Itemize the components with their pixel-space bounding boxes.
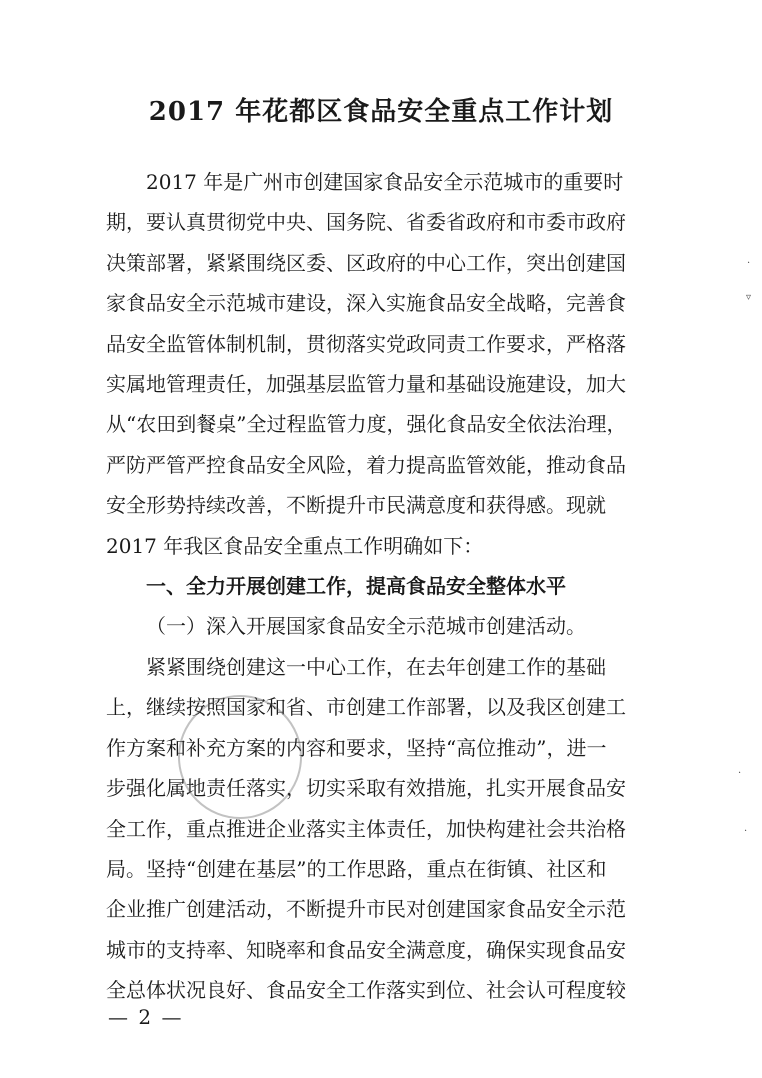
paragraph-line: 紧紧围绕创建这一中心工作，在去年创建工作的基础 [146, 654, 606, 679]
paragraph-line: 2017 年我区食品安全重点工作明确如下： [106, 533, 484, 558]
paragraph-line: 上，继续按照国家和省、市创建工作部署，以及我区创建工 [106, 695, 626, 720]
paragraph-line: 城市的支持率、知晓率和食品安全满意度，确保实现食品安 [106, 937, 626, 962]
paragraph-line: 品安全监管体制机制，贯彻落实党政同责工作要求，严格落 [106, 331, 626, 356]
paragraph-line: 期，要认真贯彻党中央、国务院、省委省政府和市委市政府 [106, 210, 626, 235]
paragraph-line: 严防严管严控食品安全风险，着力提高监管效能，推动食品 [106, 452, 626, 477]
paragraph-line: 全总体状况良好、食品安全工作落实到位、社会认可程度较 [106, 978, 626, 1003]
page-number: — 2 — [108, 1005, 184, 1029]
paragraph-line: 安全形势持续改善，不断提升市民满意度和获得感。现就 [106, 493, 606, 518]
paragraph-line: 步强化属地责任落实，切实采取有效措施，扎实开展食品安 [106, 776, 626, 801]
paragraph-line: 决策部署，紧紧围绕区委、区政府的中心工作，突出创建国 [106, 250, 626, 275]
seal-stamp [178, 695, 302, 819]
paragraph-line: 全工作，重点推进企业落实主体责任，加快构建社会共治格 [106, 816, 626, 841]
paragraph-line: 从“农田到餐桌”全过程监管力度，强化食品安全依法治理， [106, 412, 627, 437]
document-page: 2017 年花都区食品安全重点工作计划 2017 年是广州市创建国家食品安全示范城市的重要时 期，要认真贯彻党中央、国务院、省委省政府和市委市政府 决策部署，紧紧围绕区委、区政府的中心工作，突出创建国 家食品安全示范城市建设，深入实施食品安全战略，完善食 品安全监管体制机制，贯彻落实党政同责工作要求，严格落 实属地管理责任，加强基层监管力量和基础设施建设，加大 从“农田到餐桌”全过程监管力度，强化食品安全依法治理， 严防严管严控食品安全风险，着力提高监管效能，推动食品 安全形势持续改善，不断提升市民满意度和获得感。现就 2017 年我区食品安全重点工作明确如下： 一、全力开展创建工作，提高食品安全整体水平 （一）深入开展国家食品安全示范城市创建活动。 紧紧围绕创建这一中心工作，在去年创建工作的基础 上，继续按照国家和省、市创建工作部署，以及我区创建工 作方案和补充方案的内容和要求，坚持“高位推动”，进一 步强化属地责任落实，切实采取有效措施，扎实开展食品安 全工作，重点推进企业落实主体责任，加快构建社会共治格 局。坚持“创建在基层”的工作思路，重点在街镇、社区和 企业推广创建活动，不断提升市民对创建国家食品安全示范 城市的支持率、知晓率和食品安全满意度，确保实现食品安 全总体状况良好、食品安全工作落实到位、社会认可程度较 · ▿ · · — 2 — [0, 0, 762, 1078]
subsection-heading: （一）深入开展国家食品安全示范城市创建活动。 [146, 614, 586, 639]
section-heading: 一、全力开展创建工作，提高食品安全整体水平 [146, 574, 566, 599]
paragraph-line: 实属地管理责任，加强基层监管力量和基础设施建设，加大 [106, 372, 626, 397]
paragraph-line: 2017 年是广州市创建国家食品安全示范城市的重要时 [146, 170, 624, 194]
paragraph-line: 局。坚持“创建在基层”的工作思路，重点在街镇、社区和 [106, 856, 607, 881]
paragraph-line: 作方案和补充方案的内容和要求，坚持“高位推动”，进一 [106, 735, 607, 760]
paragraph-line: 家食品安全示范城市建设，深入实施食品安全战略，完善食 [106, 291, 626, 316]
document-title: 2017 年花都区食品安全重点工作计划 [148, 97, 614, 127]
paragraph-line: 企业推广创建活动，不断提升市民对创建国家食品安全示范 [106, 897, 626, 922]
document-body [106, 162, 646, 1011]
